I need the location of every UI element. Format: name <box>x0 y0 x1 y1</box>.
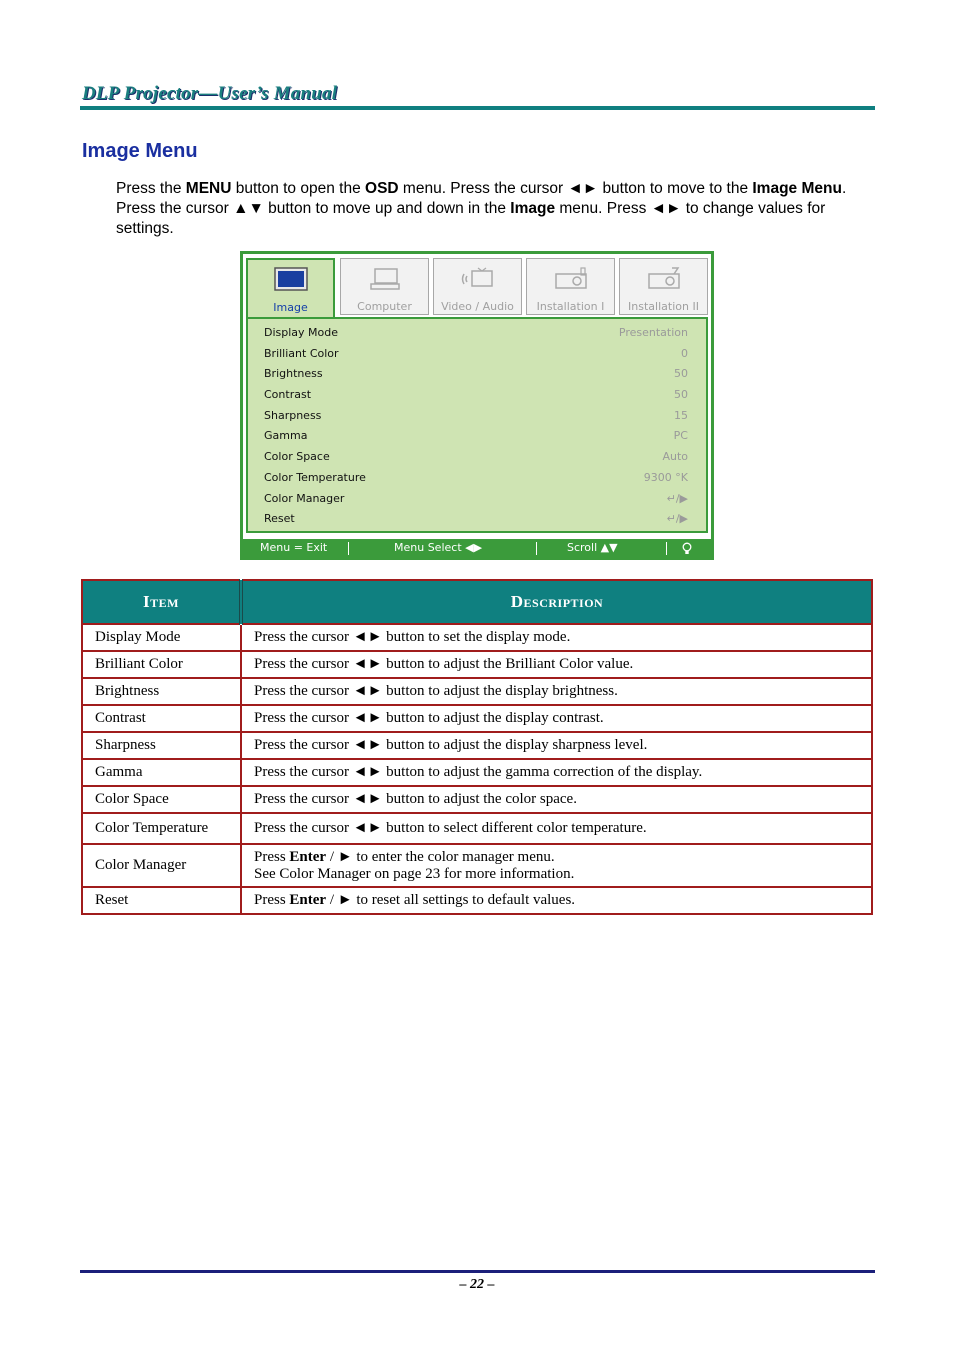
header-rule <box>80 106 875 110</box>
divider <box>666 542 667 555</box>
table-row <box>82 786 872 813</box>
monitor-icon <box>273 267 309 293</box>
footer-rule <box>80 1270 875 1273</box>
description-cell: Press Enter / ► to reset all settings to default values. <box>241 887 872 914</box>
table-row <box>82 813 872 844</box>
tab-label: Computer <box>357 300 412 313</box>
item-cell: Reset <box>82 887 241 914</box>
osd-row-color-manager[interactable]: Color Manager ↵/▶ <box>264 492 688 505</box>
scroll-hint: Scroll ▲▼ <box>567 541 618 554</box>
description-cell: Press the cursor ◄► button to adjust the display sharpness level. <box>241 732 872 759</box>
osd-body <box>243 254 711 557</box>
tab-label: Installation I <box>536 300 605 313</box>
item-cell: Contrast <box>82 705 241 732</box>
osd-footer-bar <box>243 539 711 557</box>
description-cell: Press the cursor ◄► button to adjust the display brightness. <box>241 678 872 705</box>
computer-icon <box>367 266 403 292</box>
osd-row-brilliant-color[interactable]: Brilliant Color 0 <box>264 347 688 360</box>
tab-image[interactable] <box>246 258 335 318</box>
osd-row-brightness[interactable]: Brightness 50 <box>264 367 688 380</box>
table-header-row <box>82 580 872 624</box>
video-audio-icon <box>460 266 496 292</box>
description-cell: Press the cursor ◄► button to set the display mode. <box>241 624 872 651</box>
item-cell: Gamma <box>82 759 241 786</box>
menu-select-hint: Menu Select ◀▶ <box>394 541 483 554</box>
item-cell: Brightness <box>82 678 241 705</box>
tab-video-audio[interactable] <box>433 258 522 315</box>
table-row <box>82 624 872 651</box>
osd-row-sharpness[interactable]: Sharpness 15 <box>264 409 688 422</box>
projector-icon <box>553 266 589 292</box>
table-row <box>82 732 872 759</box>
description-cell: Press the cursor ◄► button to adjust the display contrast. <box>241 705 872 732</box>
description-cell: Press Enter / ► to enter the color manager menu. See Color Manager on page 23 for more information. <box>241 844 872 887</box>
tab-installation-2[interactable] <box>619 258 708 315</box>
osd-row-gamma[interactable]: Gamma PC <box>264 429 688 442</box>
osd-row-contrast[interactable]: Contrast 50 <box>264 388 688 401</box>
tab-installation-1[interactable] <box>526 258 615 315</box>
tab-computer[interactable] <box>340 258 429 315</box>
item-cell: Color Temperature <box>82 813 241 844</box>
osd-image-menu <box>240 251 714 560</box>
description-cell: Press the cursor ◄► button to adjust the Brilliant Color value. <box>241 651 872 678</box>
osd-row-reset[interactable]: Reset ↵/▶ <box>264 512 688 525</box>
running-header: DLP Projector—User’s Manual <box>82 83 338 104</box>
tab-label: Image <box>273 301 308 314</box>
lightbulb-icon <box>682 542 692 555</box>
table-row <box>82 759 872 786</box>
description-cell: Press the cursor ◄► button to select different color temperature. <box>241 813 872 844</box>
description-cell: Press the cursor ◄► button to adjust the color space. <box>241 786 872 813</box>
table-row <box>82 844 872 887</box>
item-cell: Sharpness <box>82 732 241 759</box>
column-header-item: Item <box>82 580 241 624</box>
tab-label: Video / Audio <box>441 300 514 313</box>
item-cell: Color Space <box>82 786 241 813</box>
menu-exit-hint: Menu = Exit <box>260 541 328 554</box>
table-row <box>82 887 872 914</box>
osd-row-display-mode[interactable]: Display Mode Presentation <box>264 326 688 339</box>
intro-paragraph: Press the MENU button to open the OSD menu. Press the cursor ◄► button to move to the Image Menu. Press the cursor ▲▼ button to move up and down in the Image menu. Press ◄► to change values for settings. <box>116 180 847 237</box>
divider <box>536 542 537 555</box>
tab-label: Installation II <box>628 300 699 313</box>
item-cell: Color Manager <box>82 844 241 887</box>
item-cell: Display Mode <box>82 624 241 651</box>
osd-row-color-space[interactable]: Color Space Auto <box>264 450 688 463</box>
column-header-description: Description <box>241 580 872 624</box>
description-cell: Press the cursor ◄► button to adjust the gamma correction of the display. <box>241 759 872 786</box>
table-row <box>82 678 872 705</box>
projector-settings-icon <box>646 266 682 292</box>
osd-settings-panel <box>246 317 708 533</box>
table-row <box>82 705 872 732</box>
osd-row-color-temperature[interactable]: Color Temperature 9300 °K <box>264 471 688 484</box>
divider <box>348 542 349 555</box>
section-title: Image Menu <box>82 140 198 162</box>
image-menu-table <box>81 579 873 915</box>
page-number: – 22 – <box>459 1277 495 1292</box>
table-row <box>82 651 872 678</box>
item-cell: Brilliant Color <box>82 651 241 678</box>
